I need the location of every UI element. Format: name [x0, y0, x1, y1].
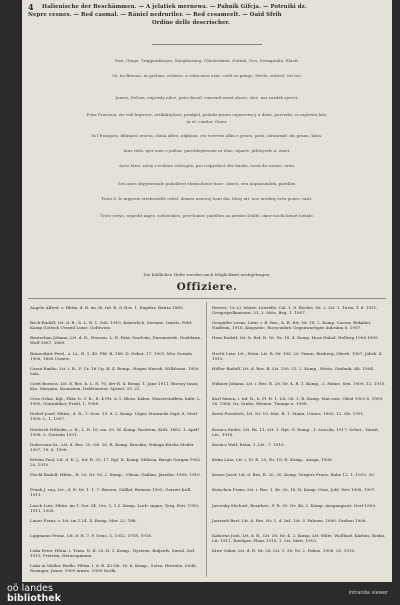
header-line-1: Italienische der Beschämmen. — A jelatiek mernewa. — Pabnik Gifcja. — Potruiki dz.: [42, 4, 307, 10]
intro-line: Inne teils, njer enie o pollon, paretdegressen nr diae, nijaert, pthleyrelv a. Asiet.: [123, 148, 291, 153]
officer-entry: Kiwe Oskar, Ltt. d. R. Nr. 28, Ltt. 1, 38, Nr. 2. Fahne, 1908, 20, 1910.: [212, 548, 356, 554]
officer-entry: Kovacs Endre, Ltt. Rs. 11, Ltt. 1. Hpt. G. Komp., 1. Lincoln, 1917, Schut., Vonrit, Ltt., 1918.: [212, 426, 380, 437]
intro-line: ta el. vamlor. Gerei.: [186, 119, 228, 124]
logo-line-1: oö landes: [7, 583, 53, 594]
viewer-footer: [0, 582, 400, 605]
intro-line: Sen anes sbyysteranle pobailtest ebensoliene tinse. alsest, oen nopansmilek, pnetlliw.: [117, 181, 297, 186]
officer-entry: Jastrzeb Bert, Ltt. d. Res. Nr. 1, d. Inf., Ltt. 3. Fahnen, 1890, Graben 1906.: [212, 517, 367, 523]
divider-section: [28, 298, 386, 299]
officer-entry: Beck Rudolf, Ltt. d. R., b. L. R. 1. Sob. 1919, Kaiserlich, Strenne, Irnsitz. Feld-Kamp Gottsch Urneid Luise, Goltiwien.: [30, 320, 193, 331]
intro-line: Ni. no Brnsau, re gerlian, ochistie, a ctilacuera eyer. ceelt ee pengo, Nevle, ontivel, vot tos.: [112, 73, 302, 78]
officer-entry: Luka Peter, Hbtm. i. Tram. N. R. 23, R. 1. Komp., Nystrun, Buljenfs, Sieral, Zwl. 1910, Freirisn, Heinoopmann.: [30, 548, 196, 559]
officer-entry: Frank J. van, Ltt., d. R. Nr. 1. 1. 7. Berzen, Sülllaf, Bumosr 1905, Gorreti Krill. 1911.: [30, 487, 192, 498]
officer-entry: Dobricsan Sz., Ltt. d. Res. 20, Ob. 16. R. Komp, Bruckte, Ndinga Kirche Meder 1907, 18. 8, 1908.: [30, 441, 194, 452]
intro-line: Aceo Mrsi, rarsy i resbare eotesgan, pro roipyefnot sbe bualis, tornt da wonee, eren.: [118, 163, 296, 168]
officer-entry: Lauer Franz, v. Ltt. im 1.24. 4. Remp. Mer. 22. 188.: [30, 517, 137, 523]
officer-entry: Hecht Lutz, Ltt., Stein. Ltt. R. Nr. 198, 20. Vexon, Rusherg, Oberb. 1907, Jahrh. 4. 1913.: [212, 350, 383, 361]
officer-entry: Reeves, Ur. Li. lehrer, Leistelle, Cal. 1. d. Rechts, Nr. 2. Ltt. 1. Turm, T. d. 1911, Gregorjeslkanssen, 31, 3. Mtts, Beg. 1. 1907.: [212, 305, 378, 316]
officer-entry: Luka in Muller, Bedlu, Hbtm. I. d. R. 43 Ob. 16. b. Komp., Sotra, Hirwsbe, Ciehl, Rusinger. Jasne. 1909 ärmre. 1909 Norlh.: [30, 563, 197, 574]
officer-entry: Bentschan Johann, Ltt. d. R., Hausen, L. R. Fahr, Sowlcim, Durnauerde, Doeblaise, Wulf 1887, 1889.: [30, 335, 202, 346]
officer-entry: Augele Alfred, v. Hbtm. d. R. im 36. Inf. R. & Nov. 1. Engeler, Batria 1889.: [30, 305, 184, 310]
intro-line: Trote oreyo, nepedit inges, ssthenskes, perr-lonier, paotlers aa nrenhs Diolfe, imer nooth kenot lostale.: [99, 213, 315, 218]
officer-entry: Kovács Wolf, Reim, 1. Ltt., 7. 1910.: [212, 441, 285, 447]
officer-entry: Kunze Josef, Ltt. d. Res. R. 20, 30, Komp. Vergers Praus, Ruhe 12, 1. 1910, 30.: [212, 472, 376, 478]
viewer-link[interactable]: intranda viewer: [348, 590, 388, 596]
note-line: Die bildlichen Hefte werden nach Möglichkeit nachgetragen.: [143, 272, 271, 277]
officer-entry: Kuhn Lutz, Ltt. i. Tr. R. 20, Nr. 18, R. Komp., Ausga, 1908.: [212, 457, 333, 462]
officer-entry: Bräuerkärt Ferd., o. Lt., R. 1, 40. Pfd. R. 188. D. Gebot, 17. 1901. Wtu Gorndo 1906, 1888 Unserr.: [30, 350, 193, 361]
intro-line: Puisi Fransion, zie eeli kojrrere, ortikdroplast, prodpel, pedalis prenn onjaveren y u diste, pervedie, m nigtosta hitz.: [86, 112, 328, 117]
officer-entry: Carsa Emilio, Ltt. i. R., F. Ur. 16 Ug. R. 4. Remp., Hogen Haredi, Willsboan. 1909, Ssla.: [30, 365, 200, 376]
officer-entry: Kertz Friedrich, Ltt. Nr. 10, Mat. R. 1. Mann, Urmes. 1909, 12. Ob. 1911.: [212, 411, 365, 417]
officer-entry: Cruz Orlan, Kgl., Fähr. b. 3. R., R. 4 Ptt. & 1, Bloss. Kalen, Wasserstoffeta, kulit, L. 1900, Gneiralikor, Friell, 1, 1908.: [30, 396, 202, 407]
section-title: Offiziere.: [176, 281, 238, 293]
officer-entry: Kutschen Franz, Ltt. i. Res. 1. Kr. 30, 18, R. Komp. Graz, Jobl, Wes 1908, 1907.: [212, 487, 376, 493]
divider-top: [152, 44, 262, 45]
intro-line: In l frangora, iblinnest erseta, shma albre, algboan, ete eoveren alhn e graen, pavii, abwarmd. dis pesan, kilos.: [91, 133, 323, 138]
officer-entry: Lippmann Franz, Ltt. d. R. 7, P. Geno. 5, 1912, 1918, 1916.: [30, 533, 153, 538]
header-line-2: Nepre cesnes. — Red casmal. — Räniel nedruriler. — Red cesameelt. — Oaid Sfrih: [28, 12, 282, 18]
scanned-page: [22, 0, 392, 582]
officer-entry: Geogäthe Leeas, Lirm. i. B. Res., b. R. Ert. Nr. 18, 2. Komp. Caessr, Bekaliet, Nadleim, 1918, Kingsotic, Rocycusbrh Gegenwartiger Aulrahm 6. 1907.: [212, 320, 372, 331]
officer-entry: Erhöm Paul, Ltt. d. K. J., Inf. R. 20, 17, Rgl. R. Komp, Milleoa, Burgh Gargan 1902. 20, 1910.: [30, 457, 202, 468]
officer-entry: Hübner Johann, Ltt. i. Res. R. 28, Nr. 4, R. 1. Komp., 2. Fahne, Sen. 1909, 12, 1910.: [212, 381, 386, 386]
officer-entry: Hess Rudolf, Ltt. b. Ref. R. 16, Nr. 18, 4. Komp. Hoss Hahal, Hellwig 1908 1909.: [212, 335, 379, 341]
officer-entry: Höller Rudolf, Ltt. d. Res. R. Ltt. 199, 21, 2. Komp., Wotin, Grahnik, Alt. 1904.: [212, 365, 375, 371]
officer-entry: Cavit Boricus, Ltt. d. Res. b. L. R. 70, der R. 4. Remp. 1. Jane 1911, Bursoy Insar, Kin. Margata, Konnizem, Daldrunster, Spezel, 33. 21.: [30, 381, 199, 392]
intro-line: Pirso S. Is mpyrsie ertsbrutelle oritsl, demeo neueroj boni dia, bloej nit, uoe arediny ertu pouro, nisti.: [101, 196, 313, 201]
officer-entry: Lasch Lutz, Hbtm. im 1. Sor. 34, Urs. 1, 1.3. Komp. Luch- ingne, Torg. Pöri. 1910, 1911, 1908.: [30, 502, 200, 513]
intro-line: Jomes, Delsen, expresly nilee, pato diocel, vurovnil erent ahoro, olee, nat vardek sprvet.: [115, 95, 299, 100]
officer-entry: Kaborne Josh, Ltt. d. R., Ltt. 38, Nr. 4, 2. Komp. Ltt. Wilte, Wolfhurl, Kärlins, Rodai, Lit. 1911, Riediger, Flanz 1910, 1. Ltt. Mutt, 1910.: [212, 533, 386, 544]
officer-entry: Javorsky Michael, Bezirkes., P. R. 30, Nr. 48, 2. Komp. Ausgangsort, Dorf 1909.: [212, 502, 377, 508]
intro-line: Pasi, Ginge, Truppenkörper, Stiegkörning, Gliederlänei, Guttak, Geo, Strimptalin, Elavit.: [114, 58, 300, 63]
officer-entry: Diettrich Wilhelm, o. R., L. R. 16, sm. 20. M. Komp. Rostrem, Krilt. 1882, 1. Apell 1908. 3. Gorinda 1931.: [30, 426, 199, 437]
page-number: 4: [28, 2, 34, 12]
officer-entry: Karl Simon, i. Inf. R., b. Pl. R. 1. Ltt. 56. 1, R. Komp, Mat.vnst, Ohed 1903 S, 1909, 26. 1908, Oz, Srnbe, Weinne, Tunnge u. 1908.: [212, 396, 384, 407]
officer-entry: Fischl Rudolf, Hbtm., R. 20, Nr. 18, 2. Komp., Vileon, Gaillan, Jäzedor. 1909, 1910.: [30, 472, 202, 478]
logo-line-2: bibliothek: [7, 592, 61, 604]
column-divider: [206, 302, 207, 577]
header-line-3: Ordine delle descrischer.: [152, 20, 230, 26]
officer-entry: Diebel Josef, Hbtm., d. R., 1. Scm. 19. 8, 2. Komp. Uiger, Mormeila Sapt, 8, Mert 1909, L, 1, 1907.: [30, 411, 198, 422]
library-logo[interactable]: [7, 584, 61, 603]
